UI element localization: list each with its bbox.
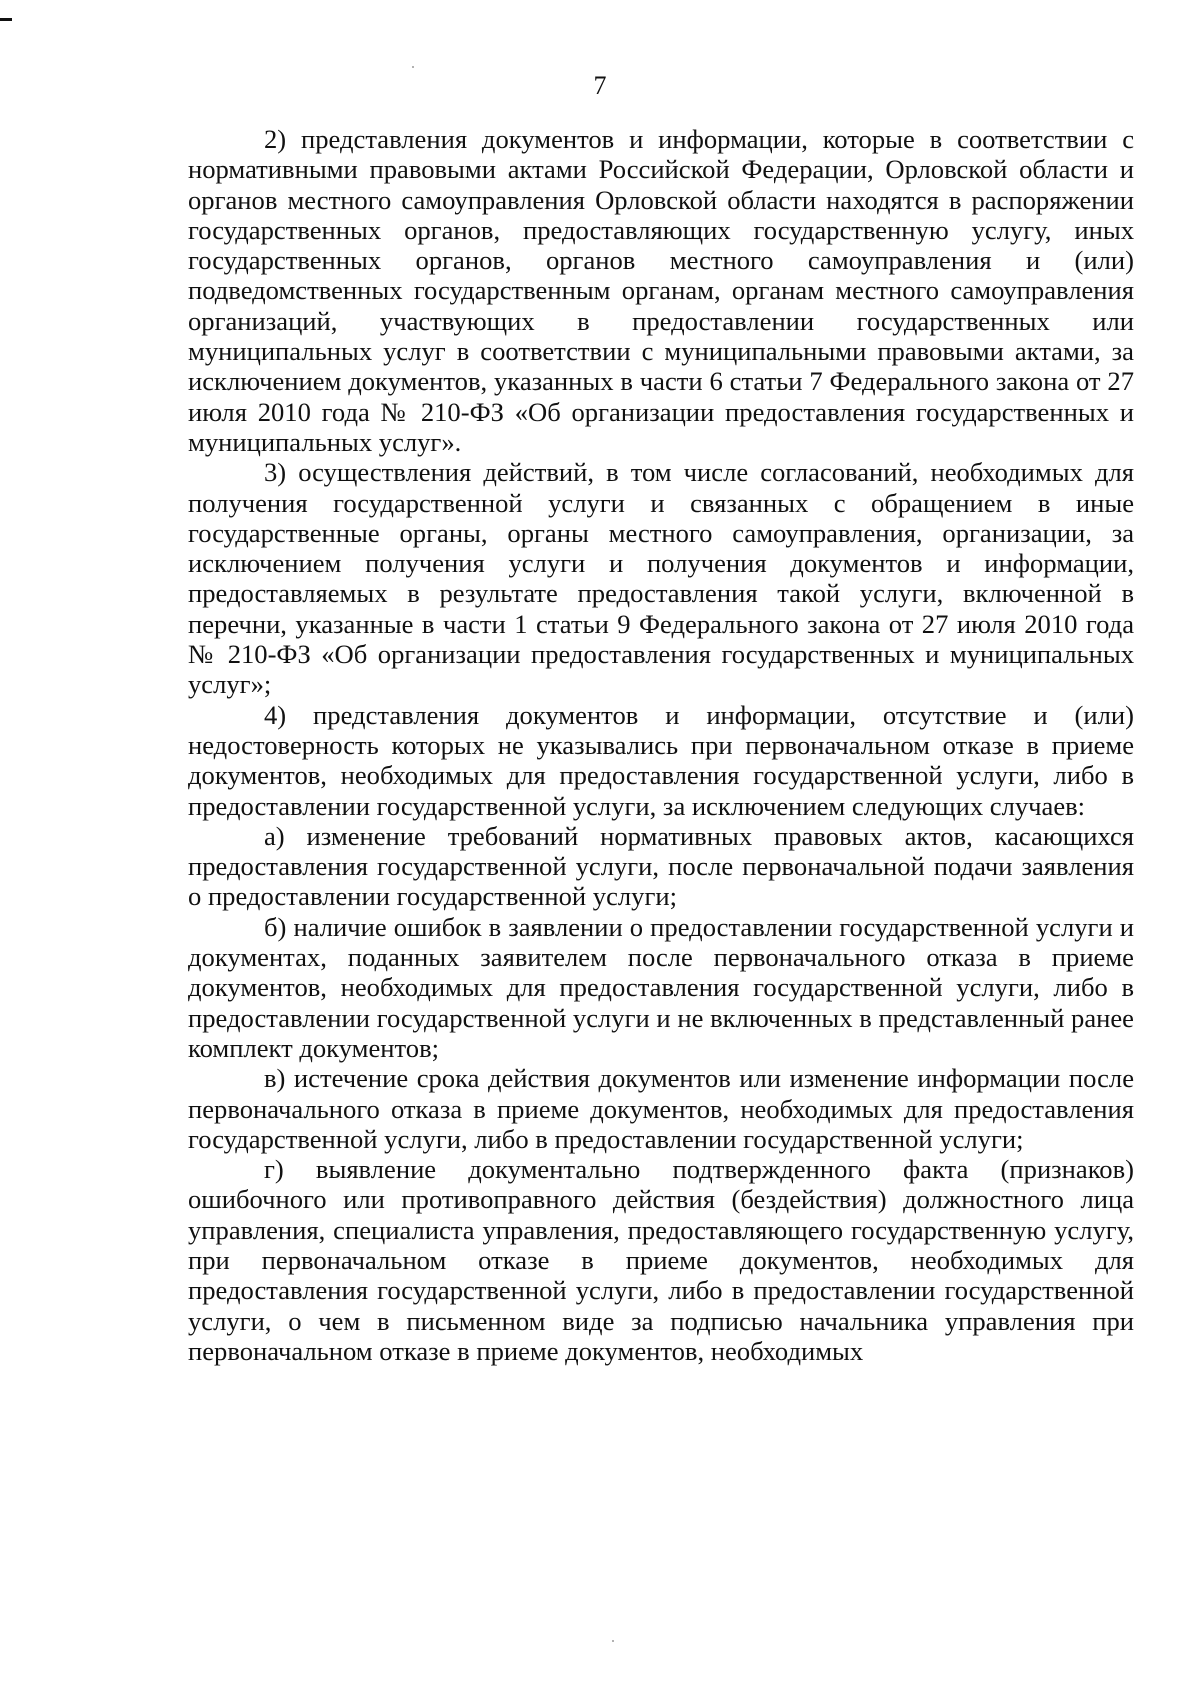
paragraph-subitem-a: а) изменение требований нормативных правовых актов, касающихся предоставления государственной услуги, после первоначальной подачи заявления о предоставлении государственной услуги; (188, 820, 1134, 912)
scan-corner-mark (0, 18, 12, 21)
document-body (188, 124, 1134, 1366)
paragraph-subitem-v: в) истечение срока действия документов или изменение информации после первоначального отказа в приеме документов, необходимых для предоставления государственной услуги, либо в предоставлении государственной услуги; (188, 1063, 1134, 1154)
paragraph-item-4: 4) представления документов и информации, отсутствие и (или) недостоверность которых не указывались при первоначальном отказе в приеме документов, необходимых для предоставления государственной услуги, либо в предоставлении государственной услуги, за исключением следующих случаев: (188, 699, 1134, 821)
paragraph-item-3: 3) осуществления действий, в том числе согласований, необходимых для получения государственной услуги и связанных с обращением в иные государственные органы, органы местного самоуправления, организации, за исключением получения услуги и получения документов и информации, предоставляемых в результате предоставления такой услуги, включенной в перечни, указанные в части 1 статьи 9 Федерального закона от 27 июля 2010 года № 210-ФЗ «Об организации предоставления государственных и муниципальных услуг»; (188, 457, 1134, 700)
paragraph-subitem-b: б) наличие ошибок в заявлении о предоставлении государственной услуги и документах, поданных заявителем после первоначального отказа в приеме документов, необходимых для предоставления государственной услуги, либо в предоставлении государственной услуги и не включенных в представленный ранее комплект документов; (188, 911, 1134, 1063)
paragraph-subitem-g: г) выявление документально подтвержденного факта (признаков) ошибочного или противоправного действия (бездействия) должностного лица управления, специалиста управления, предоставляющего государственную услугу, при первоначальном отказе в приеме документов, необходимых для предоставления государственной услуги, либо в предоставлении государственной услуги, о чем в письменном виде за подписью начальника управления при первоначальном отказе в приеме документов, необходимых (188, 1154, 1134, 1366)
page-number: 7 (593, 71, 607, 100)
scan-speck (412, 66, 414, 68)
paragraph-item-2: 2) представления документов и информации, которые в соответствии с нормативными правовыми актами Российской Федерации, Орловской области и органов местного самоуправления Орловской области находятся в распоряжении государственных органов, предоставляющих государственную услугу, иных государственных органов, органов местного самоуправления и (или) подведомственных государственным органам, органам местного самоуправления организаций, участвующих в предоставлении государственных или муниципальных услуг в соответствии с муниципальными правовыми актами, за исключением документов, указанных в части 6 статьи 7 Федерального закона от 27 июля 2010 года № 210-ФЗ «Об организации предоставления государственных и муниципальных услуг». (188, 124, 1134, 457)
scan-speck (612, 1640, 614, 1642)
